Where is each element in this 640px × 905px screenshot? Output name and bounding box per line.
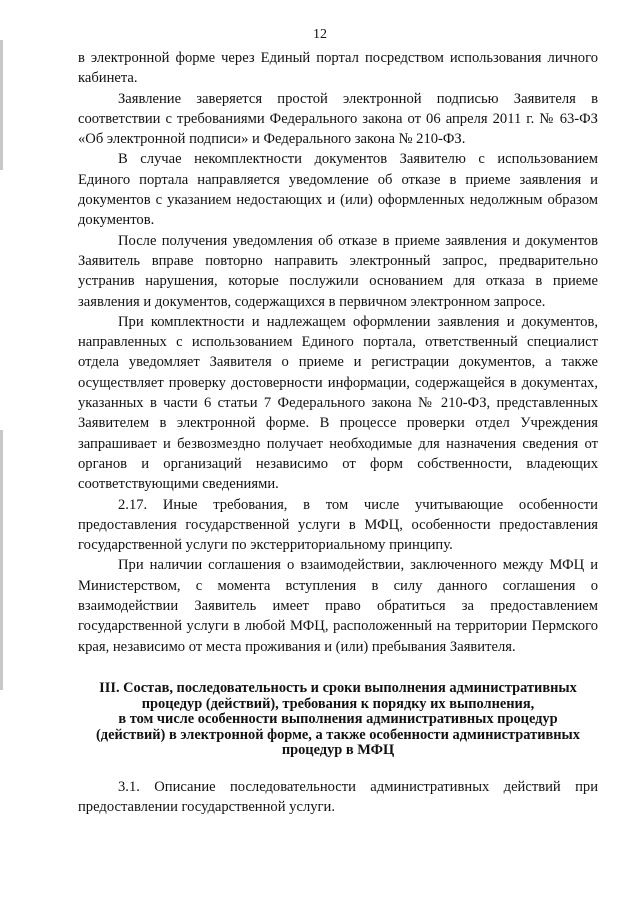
paragraph: При наличии соглашения о взаимодействии, заключенного между МФЦ и Министерством, с момента вступления в силу данного соглашения о взаимодействии Заявитель имеет право обратиться за предоставлением государственной услуги в любой МФЦ, расположенный на территории Пермского края, независимо от места проживания и (или) пребывания Заявителя. <box>78 557 598 655</box>
spacer <box>78 759 598 777</box>
paragraph: При комплектности и надлежащем оформлении заявления и документов, направленных с использованием Единого портала, ответственный специалист отдела уведомляет Заявителя о приеме и регистрации документов, а также осуществляет проверку достоверности информации, содержащейся в документах, указанных в части 6 статьи 7 Федерального закона № 210-ФЗ, представленных Заявителем в электронной форме. В процессе проверки отдел Учреждения запрашивает и безвозмездно получает необходимые для назначения сведения от органов и организаций независимо от форм собственности, владеющих соответствующими сведениями. <box>78 313 598 493</box>
page-number: 12 <box>313 27 327 42</box>
paragraph: Заявление заверяется простой электронной подписью Заявителя в соответствии с требованиями Федерального закона от 06 апреля 2011 г. № 63-ФЗ «Об электронной подписи» и Федерального закона № 210-ФЗ. <box>78 90 598 148</box>
paragraph: в электронной форме через Единый портал посредством использования личного кабинета. <box>78 50 598 87</box>
paragraph: В случае некомплектности документов Заявителю с использованием Единого портала направляется уведомление об отказе в приеме заявления и документов с указанием недостающих и (или) оформленных недолжным образом документов. <box>78 151 598 229</box>
paragraph: 3.1. Описание последовательности административных действий при предоставлении государственной услуги. <box>78 778 598 816</box>
section-heading-line: в том числе особенности выполнения административных процедур <box>118 711 558 728</box>
section-heading <box>78 681 598 759</box>
paragraph: 2.17. Иные требования, в том числе учитывающие особенности предоставления государственной услуги в МФЦ, особенности предоставления государственной услуги по экстерриториальному принципу. <box>78 496 598 554</box>
section-heading-line: процедур (действий), требования к порядку их выполнения, <box>141 695 535 712</box>
document-body <box>78 48 598 817</box>
section-heading-line: III. Состав, последовательность и сроки выполнения административных <box>99 679 577 696</box>
paragraph: После получения уведомления об отказе в приеме заявления и документов Заявитель вправе повторно направить электронный запрос, предварительно устранив нарушения, которые послужили основанием для отказа в приеме заявления и документов, содержащихся в первичном электронном запросе. <box>78 232 598 310</box>
scan-edge-mark <box>0 40 3 170</box>
section-heading-line: (действий) в электронной форме, а также особенности административных <box>96 726 580 743</box>
section-heading-line: процедур в МФЦ <box>281 742 395 759</box>
scan-edge-mark <box>0 430 3 690</box>
